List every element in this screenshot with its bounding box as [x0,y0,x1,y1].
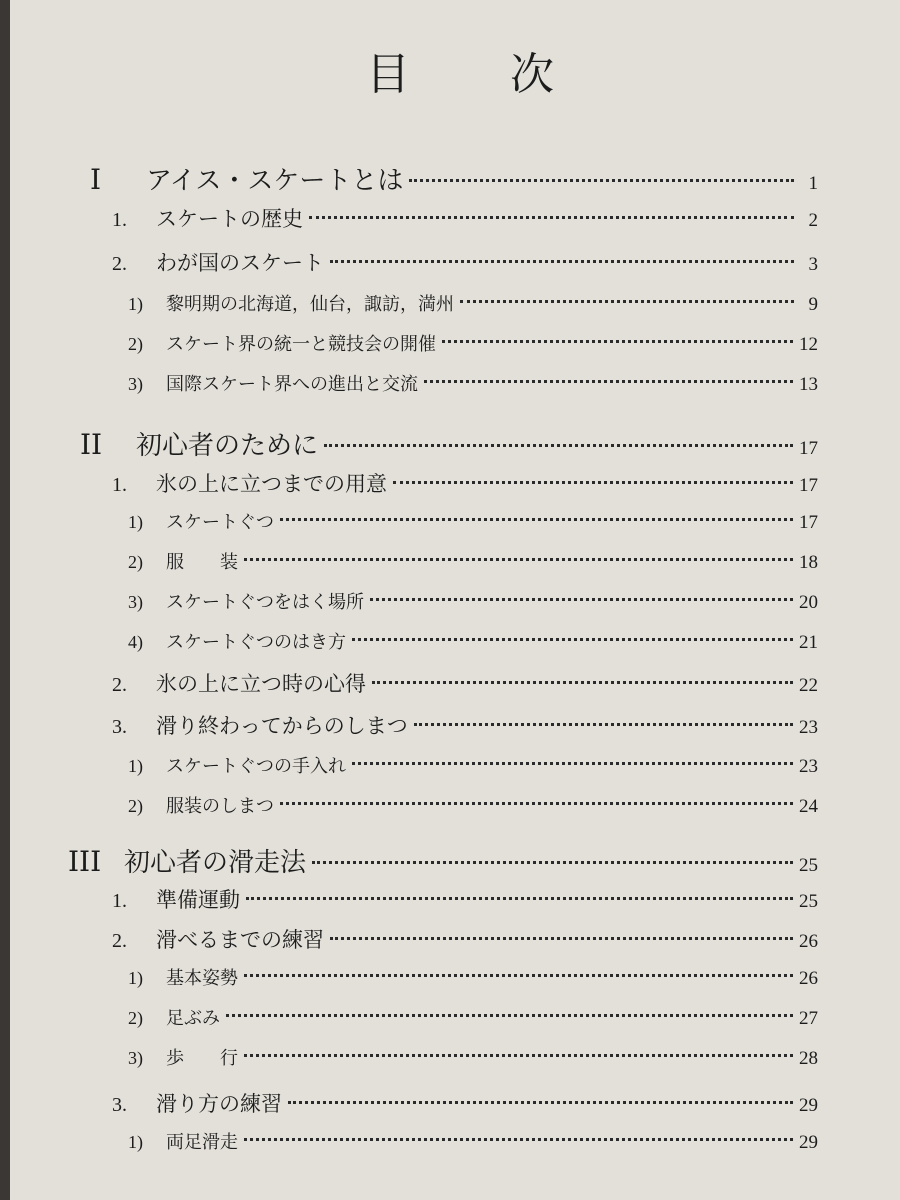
title-char-2: 次 [510,49,554,100]
toc-label: スケート界の統一と競技会の開催 [166,334,436,355]
table-of-contents [10,0,900,1200]
leader-dots [309,216,794,219]
toc-label: 黎明期の北海道，仙台，諏訪，満州 [166,294,454,315]
toc-entry [112,203,818,233]
toc-entry [128,792,818,818]
toc-label: 服装のしまつ [166,796,274,817]
toc-number: I [90,163,102,196]
toc-number: II [80,428,103,461]
toc-page-number: 23 [799,717,818,738]
leader-dots [226,1014,793,1017]
toc-number: 1) [128,1132,143,1152]
toc-entry [112,710,818,740]
toc-number: 1. [112,474,127,496]
leader-dots [370,598,793,601]
leader-dots [244,558,793,561]
toc-number: 2) [128,552,143,572]
toc-entry [112,668,818,698]
toc-number: 1) [128,294,143,314]
toc-page-number: 28 [799,1048,818,1069]
toc-number: 2) [128,796,143,816]
toc-number: 2) [128,1008,143,1028]
toc-label: 足ぶみ [166,1008,220,1029]
toc-page-number: 20 [799,592,818,613]
toc-label: 初心者の滑走法 [124,848,307,878]
leader-dots [244,1138,793,1141]
leader-dots [244,1054,793,1057]
toc-number: 2. [112,930,127,952]
toc-page-number: 27 [799,1008,818,1029]
toc-entry [128,370,818,396]
leader-dots [460,300,794,303]
toc-page-number: 13 [799,374,818,395]
toc-entry [128,752,818,778]
toc-entry [128,1004,818,1030]
toc-number: 3. [112,1094,127,1116]
leader-dots [324,444,793,447]
toc-page-number: 17 [799,512,818,533]
toc-page-number: 29 [799,1095,818,1116]
toc-label: 滑べるまでの練習 [156,928,324,952]
toc-label: 準備運動 [156,888,240,912]
leader-dots [244,974,793,977]
toc-entry [128,330,818,356]
leader-dots [372,681,793,684]
toc-page-number: 26 [799,968,818,989]
toc-page-number: 1 [808,173,818,194]
toc-page-number: 29 [799,1132,818,1153]
toc-number: III [68,845,102,878]
toc-label: 初心者のために [136,431,319,461]
toc-number: 1. [112,890,127,912]
toc-number: 2) [128,334,143,354]
leader-dots [409,179,794,182]
toc-page-number: 21 [799,632,818,653]
toc-entry [112,924,818,954]
leader-dots [442,340,793,343]
toc-number: 2. [112,253,127,275]
toc-label: スケートぐつをはく場所 [166,592,364,613]
toc-entry [128,1128,818,1154]
toc-number: 1) [128,756,143,776]
toc-entry [128,290,818,316]
toc-label: スケートぐつのはき方 [166,632,346,653]
toc-page-number: 25 [799,855,818,876]
leader-dots [424,380,793,383]
title-char-1: 目 [366,49,410,100]
leader-dots [280,518,793,521]
toc-label: 両足滑走 [166,1132,238,1153]
toc-label: 氷の上に立つまでの用意 [156,472,387,496]
toc-page-number: 22 [799,675,818,696]
toc-number: 1) [128,512,143,532]
leader-dots [330,937,793,940]
toc-number: 2. [112,674,127,696]
toc-entry [90,160,818,197]
toc-label: 滑り終わってからのしまつ [156,714,408,738]
leader-dots [246,897,793,900]
toc-entry [128,548,818,574]
leader-dots [312,861,793,864]
toc-number: 3) [128,374,143,394]
leader-dots [280,802,793,805]
toc-entry [128,628,818,654]
toc-label: 氷の上に立つ時の心得 [156,672,366,696]
toc-number: 3) [128,1048,143,1068]
toc-label: アイス・スケートとは [146,166,404,196]
toc-label: 国際スケート界への進出と交流 [166,374,418,395]
toc-label: スケートぐつ [166,512,274,533]
toc-number: 1. [112,209,127,231]
toc-entry [112,1088,818,1118]
leader-dots [352,762,793,765]
toc-entry [128,588,818,614]
toc-label: 滑り方の練習 [156,1092,282,1116]
toc-entry [128,964,818,990]
toc-entry [112,884,818,914]
toc-page-number: 17 [799,475,818,496]
toc-page-number: 23 [799,756,818,777]
toc-page-number: 2 [808,210,818,231]
toc-page-number: 24 [799,796,818,817]
leader-dots [393,481,793,484]
leader-dots [288,1101,793,1104]
toc-number: 4) [128,632,143,652]
toc-label: スケートの歴史 [156,207,303,231]
toc-page-number: 17 [799,438,818,459]
toc-entry [68,842,818,879]
toc-entry [128,508,818,534]
leader-dots [330,260,794,263]
toc-entry [128,1044,818,1070]
toc-label: 基本姿勢 [166,968,238,989]
toc-entry [112,468,818,498]
toc-number: 1) [128,968,143,988]
toc-entry [112,247,818,277]
toc-page-number: 26 [799,931,818,952]
toc-number: 3. [112,716,127,738]
toc-page-number: 25 [799,891,818,912]
toc-entry [80,425,818,462]
toc-label: 服 装 [166,552,238,573]
toc-page-number: 18 [799,552,818,573]
toc-page-number: 9 [808,294,818,315]
toc-label: スケートぐつの手入れ [166,756,346,777]
toc-number: 3) [128,592,143,612]
leader-dots [414,723,793,726]
leader-dots [352,638,793,641]
toc-label: わが国のスケート [156,251,324,275]
toc-page-number: 3 [808,254,818,275]
toc-label: 歩 行 [166,1048,238,1069]
toc-page-number: 12 [799,334,818,355]
